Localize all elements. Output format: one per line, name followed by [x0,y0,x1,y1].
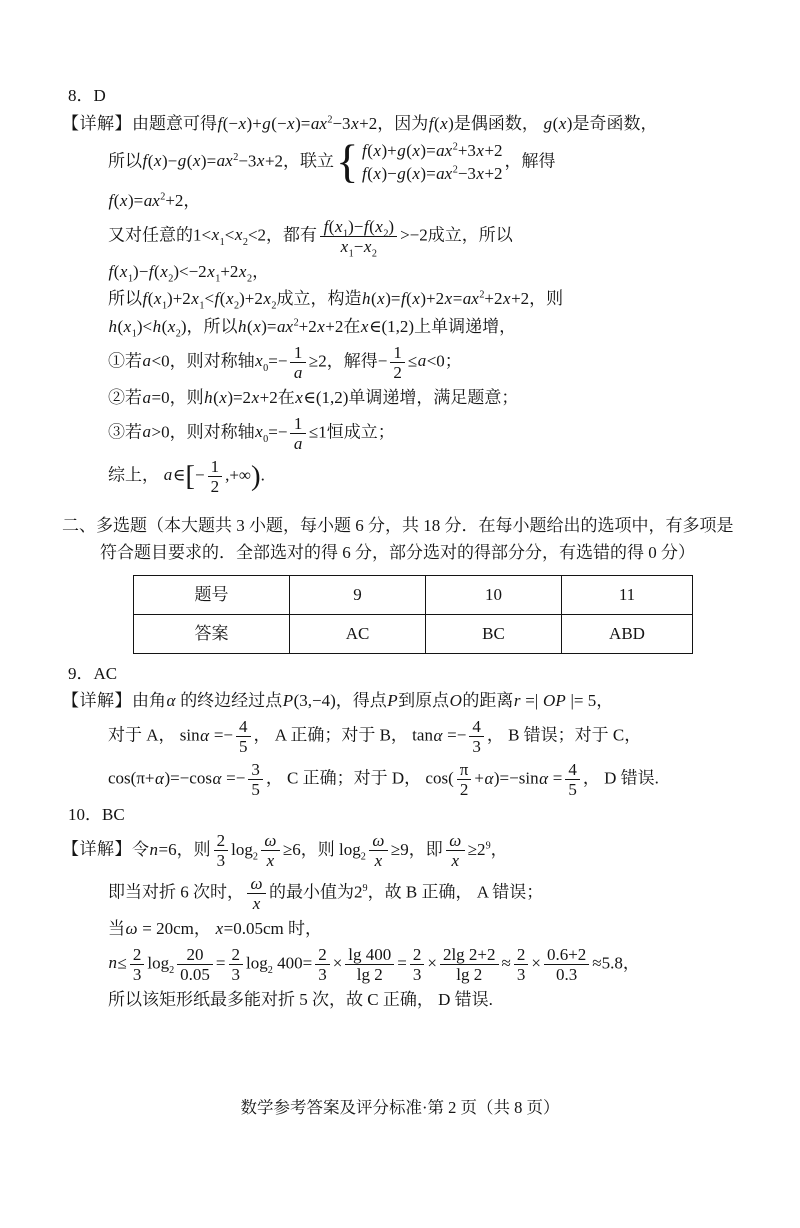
question-8-solution-body [108,136,744,496]
solution-line: 所以$f(x)-g(x)=ax^2-3x+2$，联立 { $f(x)+g(x)=ax^2+3x+2$ $f(x)-g(x)=ax^2-3x+2$ ，解得 [108,136,556,189]
table-cell: BC [426,614,562,653]
solution-line: 所以$f(x_1)+2x_1<f(x_2)+2x_2$成立，构造$h(x)=f(x)+2x=ax^2+2x+2$，则 [108,289,564,312]
solution-line: 所以该矩形纸最多能对折 5 次，故 C 正确， D 错误. [108,990,493,1010]
question-10-answer: 10．BC [68,805,125,825]
question-8-answer: 8．D [68,86,106,105]
solution-line: 当ω = 20cm， x=0.05cm 时， [108,919,323,939]
question-9-detail-line [62,689,744,713]
solution-line: cos(π+α)=−cosα =− $\frac{3}{5}$ ， C 正确；对于 D， cos( $\frac{\pi}{2}$ +α)=−sinα = $\frac{4}{5}$ ， D 错误. [108,760,659,800]
section-2-multiple-choice [62,514,744,654]
solution-line: 由题意可得$f(-x)+g(-x)=ax^2-3x+2$，因为f(x)是偶函数， g(x)是奇函数， [132,113,658,133]
solution-line: 即当对折 6 次时， $\frac{\omega}{x}$ 的最小值为$2^9$，故 B 正确， A 错误； [108,874,544,914]
question-8-detail-line [62,112,744,136]
solution-line: ①若a<0，则对称轴$x_0=-$ $\frac{1}{a}$ ≥2，解得− $\frac{1}{2}$ ≤a<0； [108,343,462,383]
solution-line: 由角α 的终边经过点P(3,−4)，得点P到原点O的距离r =| OP |= 5， [132,691,614,711]
solution-line: 对于 A， sinα =− $\frac{4}{5}$ ， A 正确；对于 B， tanα =− $\frac{4}{3}$ ， B 错误；对于 C， [108,717,642,757]
question-10-detail-line [62,831,744,870]
page-footer: 数学参考答案及评分标准·第 2 页（共 8 页） [240,1098,560,1117]
detail-tag: 【详解】 [62,691,132,711]
question-10-solution-body [108,874,744,1012]
section-heading-wrap: 符合题目要求的．全部选对的得 6 分，部分选对的得部分分，有选错的得 0 分） [100,542,695,562]
question-8-solution [62,84,744,496]
question-9-solution [62,662,744,800]
solution-line: ③若a>0，则对称轴$x_0=-$ $\frac{1}{a}$ ≤1恒成立； [108,413,395,453]
section-heading: 二、多选题（本大题共 3 小题，每小题 6 分，共 18 分．在每小题给出的选项中，有多项是 [62,516,734,536]
solution-line: 综上， a∈[− $\frac{1}{2}$ ,+∞). [108,456,265,496]
table-cell: ABD [562,614,693,653]
detail-tag: 【详解】 [62,839,132,859]
table-cell: 11 [562,575,693,614]
detail-tag: 【详解】 [62,113,132,133]
table-cell: AC [290,614,426,653]
solution-line: $f(x_1)-f(x_2)<-2x_1+2x_2$， [108,261,270,285]
solution-line: n≤ $\frac{2}{3}$ $\log_2$ $\frac{20}{0.05}$ = $\frac{2}{3}$ $\log_2 400=$ $\frac{2}{3}$ × $\frac{\lg 400}{\lg 2}$ = $\frac{2}{3}$ × $\frac{2\lg 2+2}{\lg 2}$ ≈ $\frac{2}{3}$ × $\frac{0.6+2}{0.3}$ ≈5.8， [108,945,640,985]
question-9-solution-body [108,717,744,799]
solution-line: $f(x)=ax^2+2$， [108,190,201,210]
solution-line: $h(x_1)<h(x_2)$，所以$h(x)=ax^2+2x+2$在x∈(1,2)上单调递增， [108,317,517,340]
table-cell: 答案 [134,614,290,653]
solution-line: ②若a=0，则h(x)=2x+2在x∈(1,2)单调递增，满足题意； [108,388,519,408]
table-cell: 题号 [134,575,290,614]
solution-line: 又对任意的$1<x_1<x_2<2$，都有 $\frac{f(x_1)-f(x_2)}{x_1-x_2}$ >−2成立，所以 [108,216,513,259]
question-9-answer: 9．AC [68,663,118,683]
table-cell: 10 [426,575,562,614]
table-row-answers [134,614,693,653]
table-cell: 9 [290,575,426,614]
table-row-question-numbers [134,575,693,614]
solution-line: 令n=6，则 $\frac{2}{3}$ $\log_2$ $\frac{\omega}{x}$ ≥6，则 $\log_2$ $\frac{\omega}{x}$ ≥9，即 $\frac{\omega}{x}$ $\ge 2^9$， [132,831,508,871]
question-10-solution [62,803,744,1012]
answer-table [133,575,693,654]
